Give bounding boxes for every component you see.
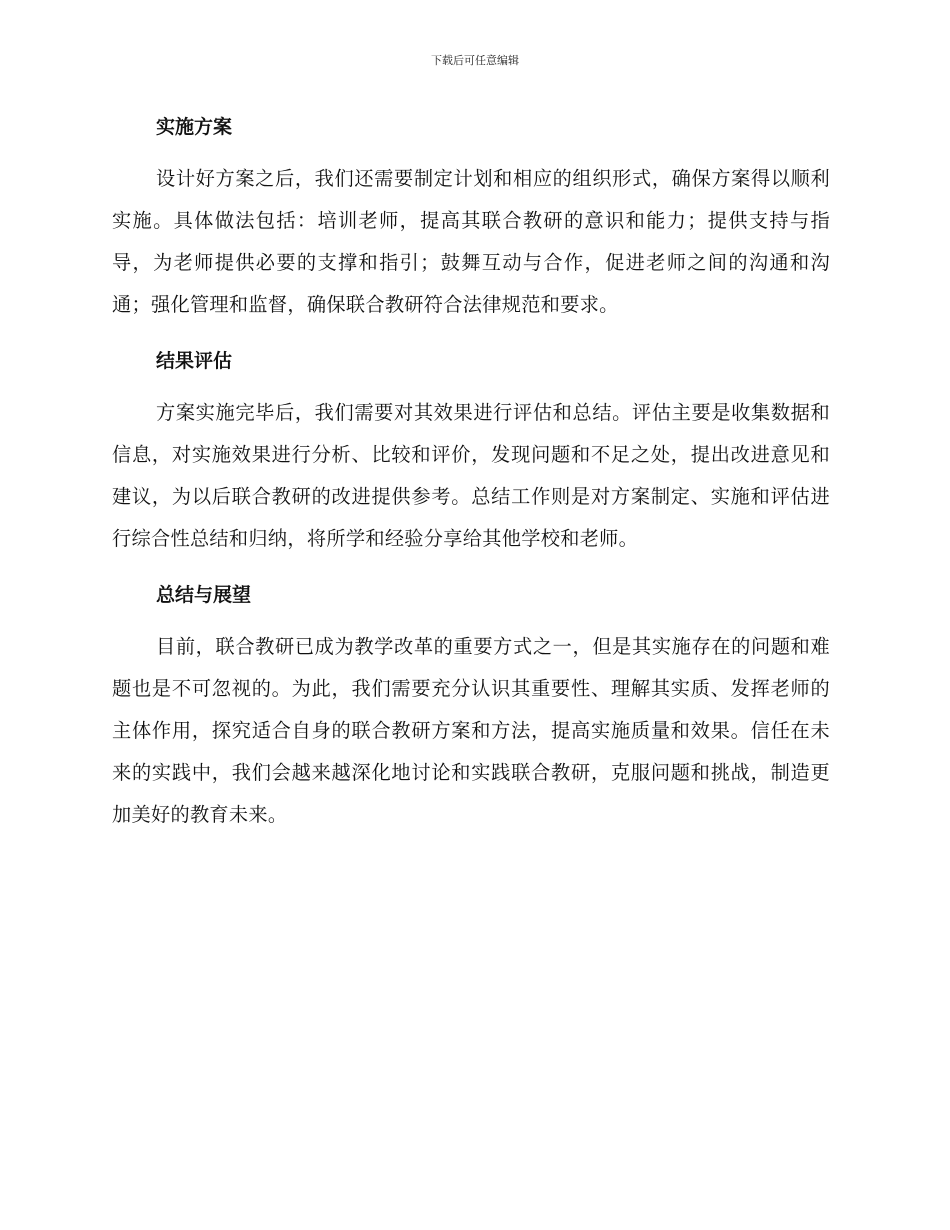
section-heading-summary-outlook: 总结与展望 xyxy=(156,584,252,606)
paragraph-implementation: 设计好方案之后，我们还需要制定计划和相应的组织形式，确保方案得以顺利实施。具体做法包括：培训老师，提高其联合教研的意识和能力；提供支持与指导，为老师提供必要的支撑和指引；鼓舞互动与合作，促进老师之间的沟通和沟通；强化管理和监督，确保联合教研符合法律规范和要求。 xyxy=(112,167,830,316)
paragraph-evaluation: 方案实施完毕后，我们需要对其效果进行评估和总结。评估主要是收集数据和信息，对实施效果进行分析、比较和评价，发现问题和不足之处，提出改进意见和建议，为以后联合教研的改进提供参考。总结工作则是对方案制定、实施和评估进行综合性总结和归纳，将所学和经验分享给其他学校和老师。 xyxy=(112,401,830,550)
section-heading-implementation: 实施方案 xyxy=(156,116,233,138)
section-summary-outlook xyxy=(112,574,830,836)
section-heading-evaluation: 结果评估 xyxy=(156,350,233,372)
page-header-note: 下载后可任意编辑 xyxy=(431,54,519,67)
section-evaluation xyxy=(112,340,830,560)
paragraph-summary-outlook: 目前，联合教研已成为教学改革的重要方式之一，但是其实施存在的问题和难题也是不可忽视的。为此，我们需要充分认识其重要性、理解其实质、发挥老师的主体作用，探究适合自身的联合教研方案和方法，提高实施质量和效果。信任在未来的实践中，我们会越来越深化地讨论和实践联合教研，克服问题和挑战，制造更加美好的教育未来。 xyxy=(112,635,830,826)
section-implementation xyxy=(112,106,830,326)
document-body xyxy=(112,106,830,850)
